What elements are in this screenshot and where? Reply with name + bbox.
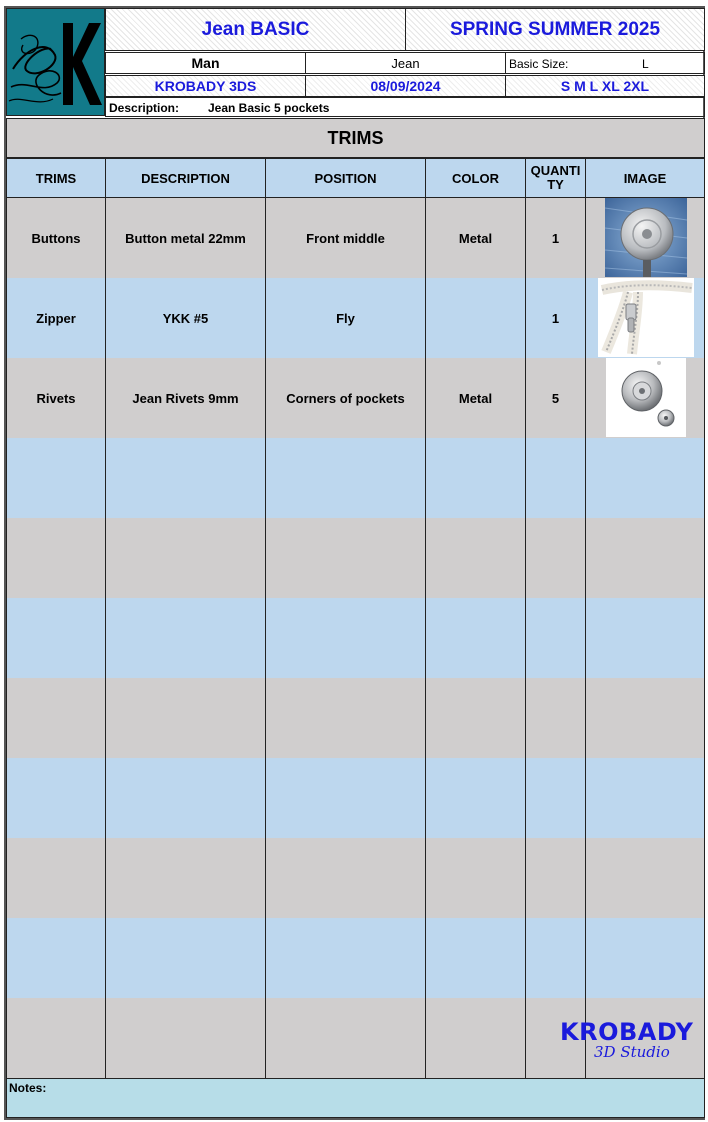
trims-section-title-text: TRIMS [327,127,384,148]
trim-description-cell [105,758,266,838]
col-divider [585,198,586,1078]
trim-name-cell [6,278,106,358]
date-value: 08/09/2024 [370,78,441,94]
trim-quantity-cell [525,438,586,518]
logo-monogram-icon [7,9,104,115]
trim-name-cell [6,758,106,838]
trim-description-cell [105,998,266,1078]
basic-size-value: L [642,57,649,71]
trim-name-cell-text: Buttons [31,230,81,246]
trim-description-cell [105,598,266,678]
trim-position-cell [265,918,426,998]
trim-description-cell [105,358,266,438]
trim-name-cell [6,518,106,598]
gender-value: Man [191,55,220,71]
trim-description-cell-text: Jean Rivets 9mm [132,390,239,406]
trim-color-cell [425,598,526,678]
col-header-position-label: POSITION [314,170,377,186]
col-header-trims-label: TRIMS [35,170,77,186]
trim-position-cell [265,598,426,678]
footer-studio-text: 3D Studio [594,1043,670,1061]
trim-position-cell-text: Corners of pockets [286,390,405,406]
trim-position-cell [265,198,426,278]
col-header-image-label: IMAGE [623,170,667,186]
trim-color-cell [425,438,526,518]
trim-name-cell [6,358,106,438]
brand-value: KROBADY 3DS [154,78,257,94]
trim-color-cell [425,518,526,598]
trim-name-cell [6,838,106,918]
category-cell [305,52,506,74]
trim-color-cell [425,998,526,1078]
notes-area[interactable] [6,1078,705,1118]
description-label: Description: [109,101,180,115]
trim-quantity-cell-text: 1 [551,230,560,246]
trim-quantity-cell-text: 1 [551,310,560,326]
trim-image-cell [585,438,705,518]
trim-description-cell [105,438,266,518]
col-divider [265,198,266,1078]
col-header-trims [6,158,106,198]
col-header-quantity [525,158,586,198]
trim-quantity-cell [525,598,586,678]
col-header-description-label: DESCRIPTION [141,170,230,186]
trim-image-cell [585,518,705,598]
trim-position-cell [265,758,426,838]
trim-color-cell [425,758,526,838]
col-header-description [105,158,266,198]
trim-name-cell [6,598,106,678]
trim-position-cell [265,518,426,598]
col-divider [425,198,426,1078]
trim-color-cell [425,678,526,758]
footer-brand-logo [560,1018,700,1076]
trim-color-cell-text: Metal [458,230,493,246]
notes-label: Notes: [9,1081,47,1095]
trim-position-cell-text: Fly [336,310,355,326]
trim-color-cell [425,278,526,358]
trim-name-cell [6,678,106,758]
trim-quantity-cell [525,518,586,598]
trim-description-cell [105,518,266,598]
category-value: Jean [391,55,420,71]
trim-position-cell [265,358,426,438]
trim-quantity-cell [525,678,586,758]
trim-description-cell [105,198,266,278]
trim-image-cell [585,598,705,678]
col-header-image [585,158,705,198]
frame-left-line [6,118,7,1118]
trim-description-cell [105,838,266,918]
col-header-quantity-label: QUANTI TY [530,163,581,192]
trim-quantity-cell [525,278,586,358]
trim-name-cell [6,198,106,278]
trim-quantity-cell [525,198,586,278]
description-cell [105,97,705,117]
style-title [105,8,406,51]
col-divider [105,198,106,1078]
footer-brand-text: KROBADY [560,1018,694,1046]
rivet-photo-icon [606,358,686,437]
trim-description-cell [105,278,266,358]
col-header-color-label: COLOR [452,170,499,186]
trim-description-cell-text: YKK #5 [162,310,209,326]
trim-image-rivet [606,358,686,437]
trim-name-cell [6,918,106,998]
trim-position-cell [265,678,426,758]
brand-logo [6,8,105,116]
trim-name-cell-text: Rivets [36,390,76,406]
basic-size-cell [505,52,705,74]
sizes-value: S M L XL 2XL [560,78,650,94]
date-cell [305,75,506,97]
gender-cell [105,52,306,74]
season-title [405,8,705,51]
trim-quantity-cell [525,918,586,998]
metal-button-photo-icon [605,198,687,277]
description-value: Jean Basic 5 pockets [208,101,330,115]
trim-position-cell [265,998,426,1078]
col-header-position [265,158,426,198]
trim-description-cell-text: Button metal 22mm [125,230,246,246]
trim-image-cell [585,918,705,998]
brand-cell [105,75,306,97]
trim-color-cell [425,358,526,438]
trim-name-cell-text: Zipper [36,310,76,326]
trim-quantity-cell [525,838,586,918]
trim-name-cell [6,438,106,518]
sizes-cell [505,75,705,97]
trim-image-cell [585,838,705,918]
trim-description-cell [105,678,266,758]
trim-description-cell [105,918,266,998]
trim-color-cell [425,198,526,278]
trim-position-cell [265,278,426,358]
col-divider [525,198,526,1078]
zipper-photo-icon [598,278,694,357]
trim-color-cell-text: Metal [458,390,493,406]
trim-color-cell [425,918,526,998]
col-header-color [425,158,526,198]
trim-quantity-cell-text: 5 [551,390,560,406]
basic-size-label: Basic Size: [509,57,569,71]
trim-position-cell [265,838,426,918]
trims-section-title [6,118,705,158]
trim-quantity-cell [525,758,586,838]
trim-quantity-cell [525,358,586,438]
trim-position-cell-text: Front middle [306,230,385,246]
season-title-text: SPRING SUMMER 2025 [449,18,661,40]
style-title-text: Jean BASIC [201,18,310,40]
trim-name-cell [6,998,106,1078]
trim-color-cell [425,838,526,918]
trim-position-cell [265,438,426,518]
trim-image-cell [585,758,705,838]
trim-image-cell [585,678,705,758]
trim-image-metal-button [605,198,687,277]
frame-right-line [704,118,705,1118]
trim-image-zipper [598,278,694,357]
